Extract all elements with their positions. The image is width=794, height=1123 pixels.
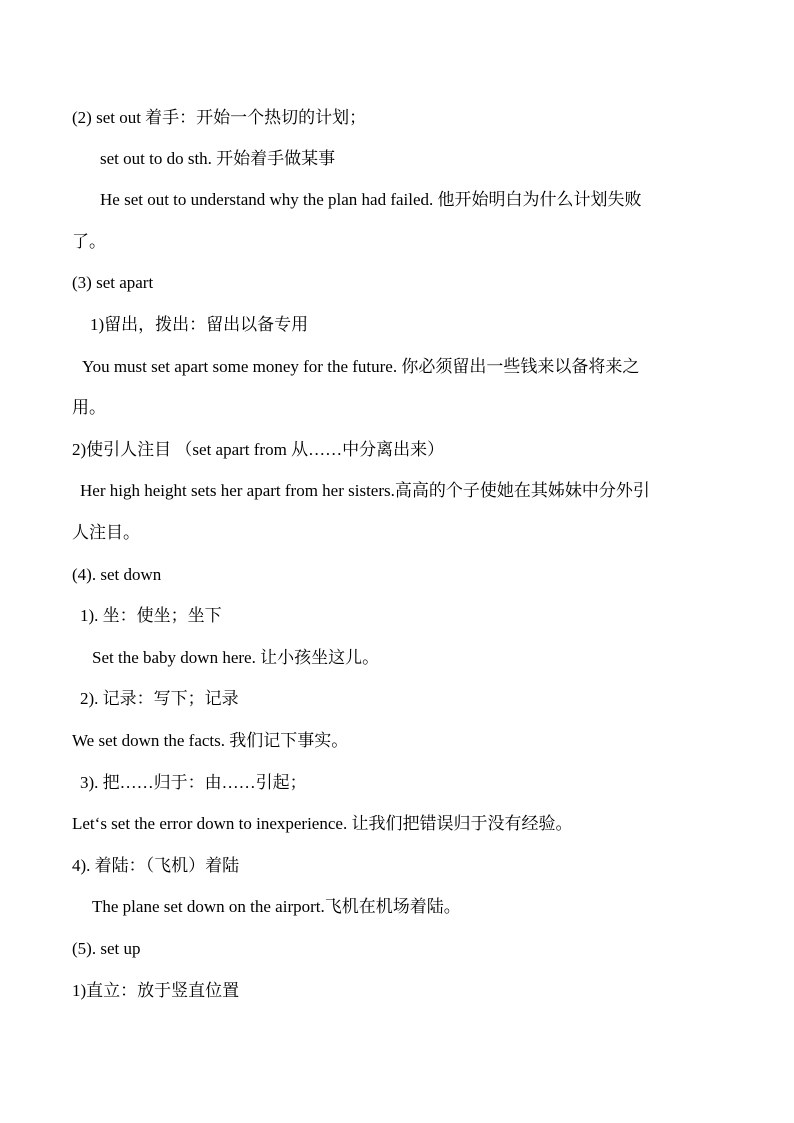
meaning-set-down-3: 3). 把……归于：由……引起； — [80, 773, 307, 792]
example-set-apart-2-continued: 人注目。 — [72, 523, 140, 542]
example-set-apart-1: You must set apart some money for the future. 你必须留出一些钱来以备将来之 — [82, 357, 640, 376]
example-set-down-1: Set the baby down here. 让小孩坐这儿。 — [92, 648, 380, 667]
meaning-set-down-4: 4). 着陆：（飞机）着陆 — [72, 856, 240, 875]
phrase-set-out-to-do: set out to do sth. 开始着手做某事 — [100, 149, 336, 168]
example-set-down-4: The plane set down on the airport.飞机在机场着陆。 — [92, 897, 461, 916]
meaning-set-apart-1: 1)留出，拨出：留出以备专用 — [90, 315, 309, 334]
heading-set-down: (4). set down — [72, 565, 162, 584]
meaning-set-down-1: 1). 坐：使坐；坐下 — [80, 606, 222, 625]
example-set-out: He set out to understand why the plan had failed. 他开始明白为什么计划失败 — [100, 190, 642, 209]
example-set-apart-2: Her high height sets her apart from her sisters.高高的个子使她在其姊妹中分外引 — [80, 481, 650, 500]
example-set-down-2: We set down the facts. 我们记下事实。 — [72, 731, 349, 750]
heading-set-out: (2) set out 着手：开始一个热切的计划； — [72, 108, 367, 127]
meaning-set-apart-2: 2)使引人注目 （set apart from 从……中分离出来） — [72, 440, 445, 459]
meaning-set-down-2: 2). 记录：写下；记录 — [80, 689, 239, 708]
heading-set-apart: (3) set apart — [72, 273, 154, 292]
example-set-apart-1-continued: 用。 — [72, 398, 106, 417]
example-set-down-3: Let‘s set the error down to inexperience. 让我们把错误归于没有经验。 — [72, 814, 573, 833]
example-set-out-continued: 了。 — [72, 232, 106, 251]
heading-set-up: (5). set up — [72, 939, 141, 958]
meaning-set-up-1: 1)直立：放于竖直位置 — [72, 981, 240, 1000]
